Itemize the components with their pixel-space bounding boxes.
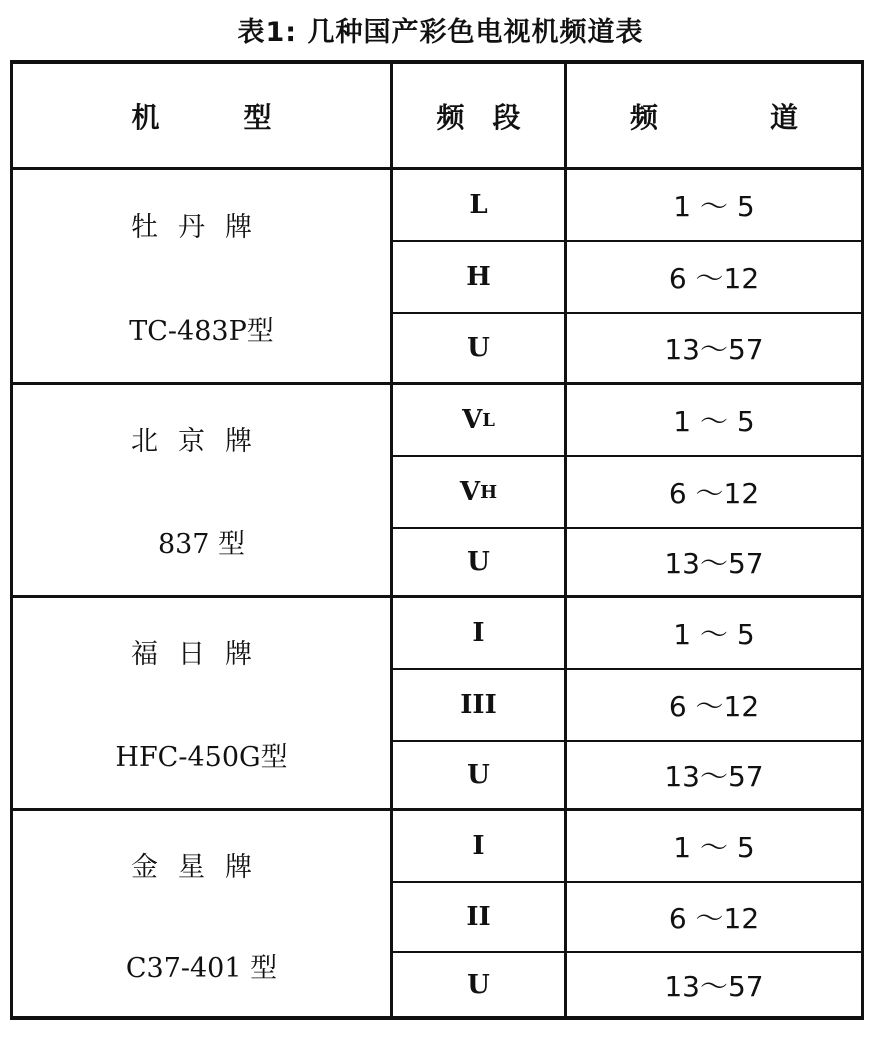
band-cell: I bbox=[472, 618, 485, 648]
model-name: TC-483P型 bbox=[129, 315, 274, 347]
brand-name: 金星牌 bbox=[131, 851, 272, 883]
band-cell: III bbox=[460, 690, 497, 720]
channel-cell: 1 ～ 5 bbox=[673, 618, 755, 651]
model-name: 837 型 bbox=[157, 528, 246, 560]
channel-cell: 13～57 bbox=[664, 333, 764, 366]
band-cell: H bbox=[466, 262, 491, 292]
model-name: C37-401 型 bbox=[125, 952, 278, 984]
brand-name: 北京牌 bbox=[131, 425, 272, 457]
table-title: 表1: 几种国产彩色电视机频道表 bbox=[237, 17, 644, 48]
channel-table bbox=[10, 60, 864, 1020]
channel-cell: 13～57 bbox=[664, 547, 764, 580]
band-cell: V H bbox=[459, 477, 498, 507]
band-cell: U bbox=[467, 547, 490, 577]
band-cell: V L bbox=[462, 405, 495, 435]
channel-cell: 6 ～12 bbox=[668, 690, 760, 723]
channel-cell: 13～57 bbox=[664, 969, 764, 1003]
channel-cell: 13～57 bbox=[664, 760, 764, 793]
channel-cell: 6 ～12 bbox=[668, 477, 760, 510]
header-model: 机 型 bbox=[131, 100, 272, 134]
brand-name: 牡丹牌 bbox=[131, 211, 272, 243]
band-cell: U bbox=[467, 760, 490, 790]
band-cell: I bbox=[472, 831, 485, 861]
channel-cell: 1 ～ 5 bbox=[673, 405, 755, 438]
band-cell: L bbox=[469, 190, 488, 220]
model-name: HFC-450G型 bbox=[115, 741, 288, 773]
band-cell: U bbox=[467, 333, 490, 363]
header-channel: 频 道 bbox=[629, 100, 798, 134]
channel-cell: 6 ～12 bbox=[668, 902, 760, 935]
brand-name: 福日牌 bbox=[131, 638, 272, 670]
header-band: 频 段 bbox=[436, 100, 521, 134]
channel-cell: 1 ～ 5 bbox=[673, 190, 755, 223]
channel-cell: 6 ～12 bbox=[668, 262, 760, 295]
band-cell: II bbox=[466, 902, 491, 932]
channel-cell: 1 ～ 5 bbox=[673, 831, 755, 864]
band-cell: U bbox=[467, 969, 490, 1000]
